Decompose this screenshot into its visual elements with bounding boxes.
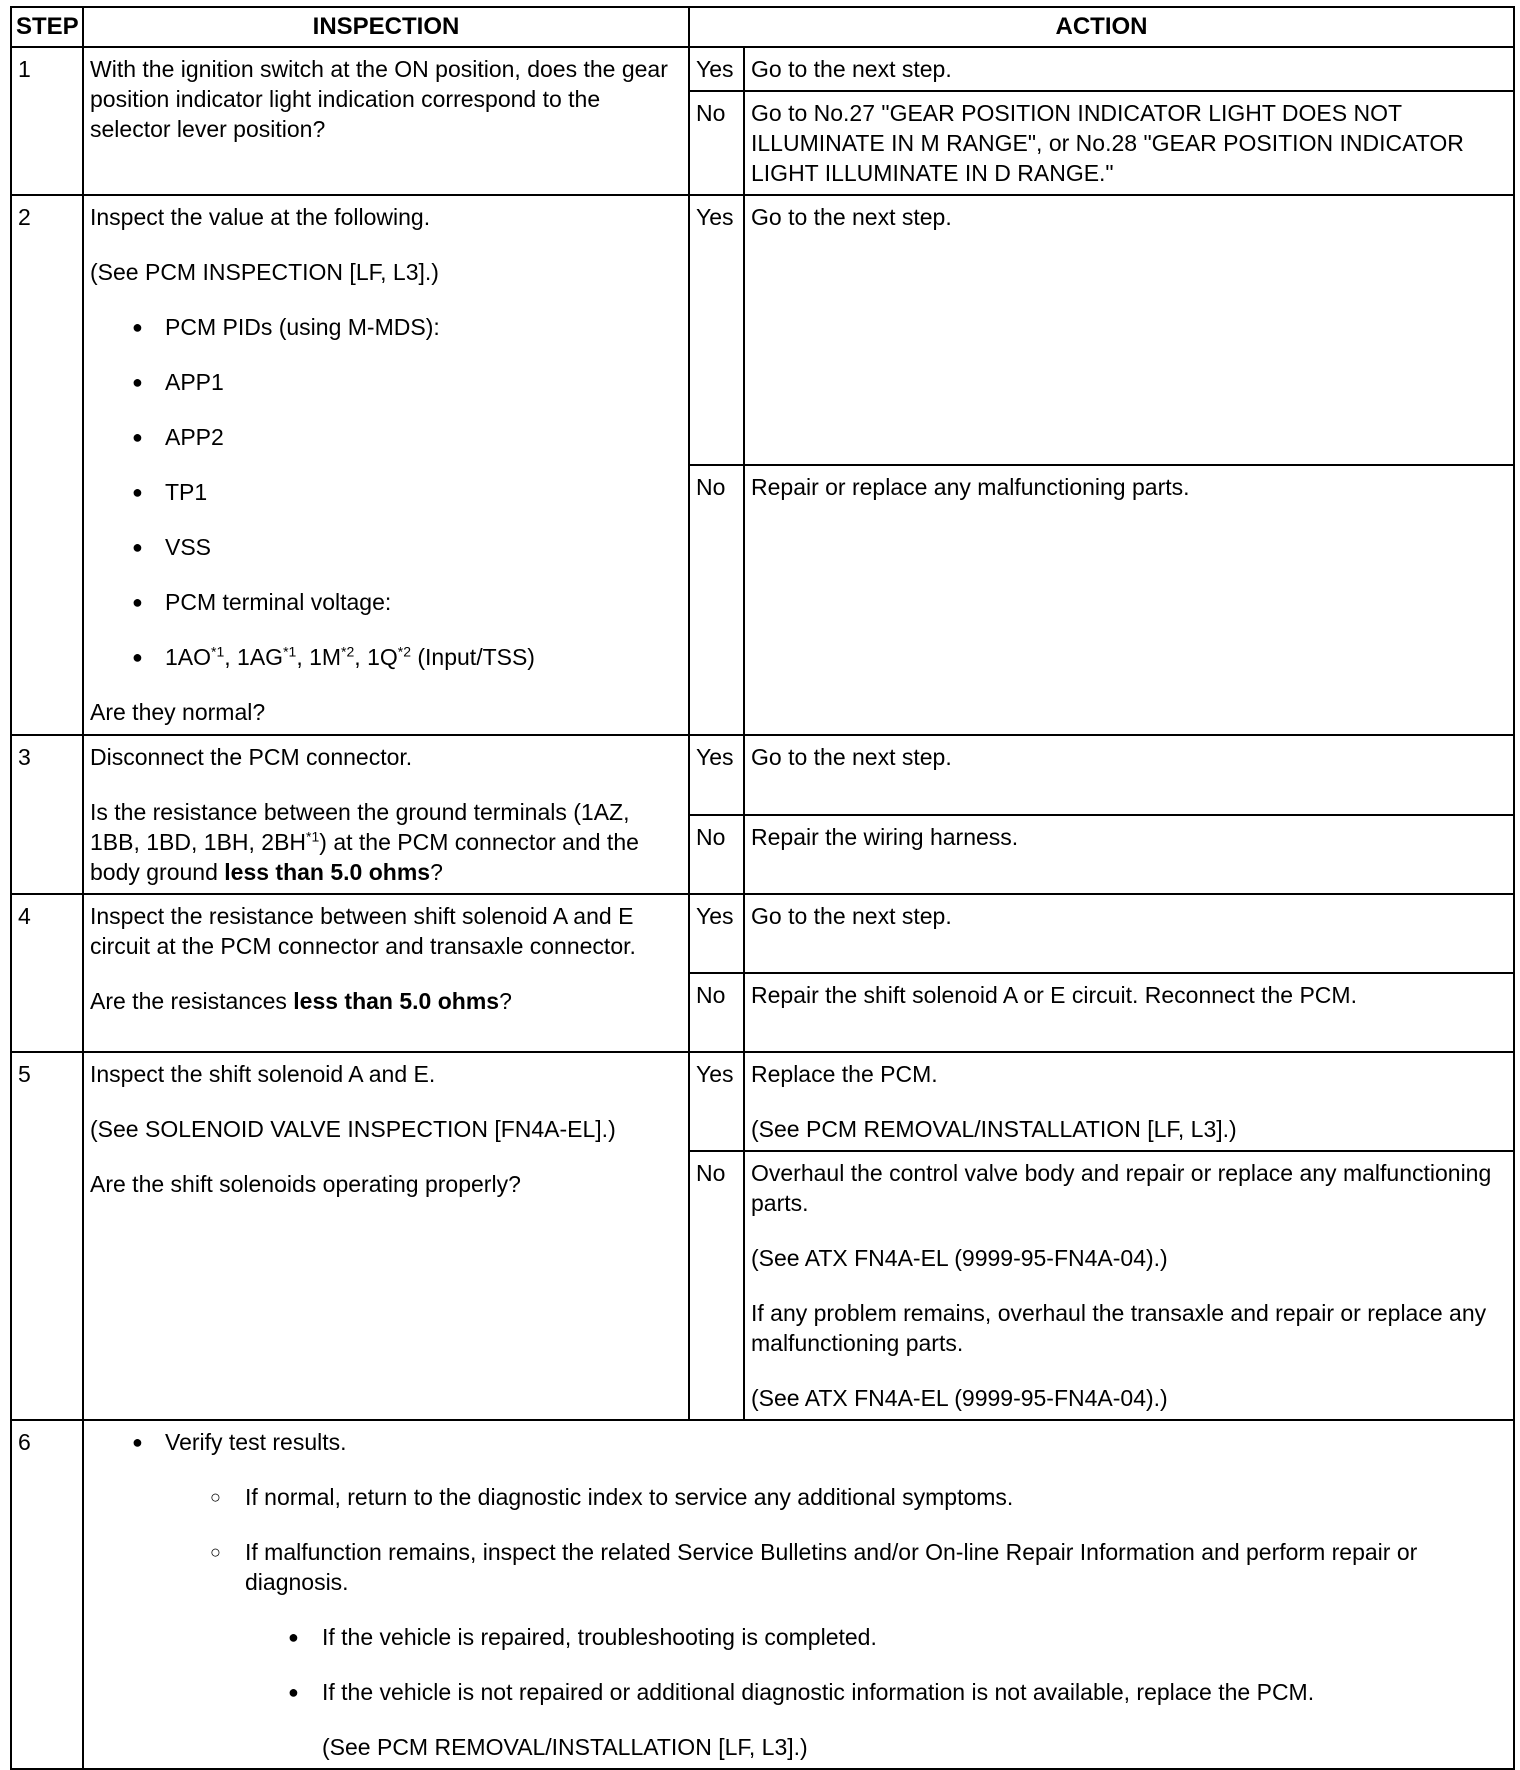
step-3-no-action: Repair the wiring harness. — [744, 815, 1514, 895]
step-2-bullet-app2: ● APP2 — [90, 422, 682, 452]
step-6-content — [83, 1420, 1514, 1769]
step-2-yes-action: Go to the next step. — [744, 195, 1514, 465]
step-6-sub2-not-repaired: ● If the vehicle is not repaired or additional diagnostic information is not available, replace the PCM. — [90, 1677, 1507, 1707]
step-3-instruction: Disconnect the PCM connector. — [90, 744, 413, 770]
step-6-number: 6 — [11, 1420, 83, 1769]
step-2-number: 2 — [11, 195, 83, 735]
step-2-no-action: Repair or replace any malfunctioning parts. — [744, 465, 1514, 735]
step-5-number: 5 — [11, 1052, 83, 1420]
step-4-no-action: Repair the shift solenoid A or E circuit. Reconnect the PCM. — [744, 973, 1514, 1052]
step-3-no-label: No — [689, 815, 744, 895]
step-2-intro: Inspect the value at the following. — [90, 204, 431, 230]
step-5-no-action-4: (See ATX FN4A-EL (9999-95-FN4A-04).) — [751, 1385, 1168, 1411]
step-3-yes-action: Go to the next step. — [744, 735, 1514, 815]
step-6-reference: (See PCM REMOVAL/INSTALLATION [LF, L3].) — [322, 1734, 808, 1760]
step-5-instruction: Inspect the shift solenoid A and E. — [90, 1061, 436, 1087]
step-3-question: Is the resistance between the ground terminals (1AZ, 1BB, 1BD, 1BH, 2BH$^{*1}$) at the PCM connector and the body ground less than 5.0 ohms? — [90, 799, 639, 885]
step-4-question: Are the resistances less than 5.0 ohms? — [90, 988, 512, 1014]
step-5-yes-action-text: Replace the PCM. — [751, 1061, 938, 1087]
step-3-number: 3 — [11, 735, 83, 894]
step-3-inspection — [83, 735, 689, 894]
step-5-no-action-3: If any problem remains, overhaul the transaxle and repair or replace any malfunctioning parts. — [751, 1300, 1487, 1356]
step-5-no-action-1: Overhaul the control valve body and repair or replace any malfunctioning parts. — [751, 1160, 1492, 1216]
step-2-no-label: No — [689, 465, 744, 735]
step-5-no-label: No — [689, 1151, 744, 1420]
step-1-question: With the ignition switch at the ON position, does the gear position indicator light indication correspond to the selector lever position? — [90, 56, 668, 142]
step-4-no-label: No — [689, 973, 744, 1052]
step-5-question: Are the shift solenoids operating properly? — [90, 1171, 521, 1197]
step-5-reference: (See SOLENOID VALVE INSPECTION [FN4A-EL].) — [90, 1116, 616, 1142]
step-5-yes-label: Yes — [689, 1052, 744, 1151]
step-6-bullet-verify: ● Verify test results. — [90, 1427, 1507, 1457]
step-5-no-action-2: (See ATX FN4A-EL (9999-95-FN4A-04).) — [751, 1245, 1168, 1271]
step-5-yes-action-ref: (See PCM REMOVAL/INSTALLATION [LF, L3].) — [751, 1116, 1237, 1142]
step-1-yes-row — [11, 47, 1514, 91]
step-3-yes-label: Yes — [689, 735, 744, 815]
step-2-inspection — [83, 195, 689, 735]
step-2-bullet-voltage: ● PCM terminal voltage: — [90, 587, 682, 617]
step-5-no-action — [744, 1151, 1514, 1420]
step-6-sub-normal: ○ If normal, return to the diagnostic index to service any additional symptoms. — [90, 1482, 1507, 1512]
step-2-bullet-terminals: ● 1AO$^{*1}$, 1AG$^{*1}$, $1M^{*2}$, $1Q^{*2}$ (Input/TSS) — [90, 642, 682, 672]
header-step: STEP — [11, 7, 83, 47]
step-1-inspection — [83, 47, 689, 195]
step-6-sub2-repaired: ● If the vehicle is repaired, troubleshooting is completed. — [90, 1622, 1507, 1652]
step-2-question: Are they normal? — [90, 699, 266, 725]
step-2-bullet-tp1: ● TP1 — [90, 477, 682, 507]
step-2-bullet-list — [90, 312, 682, 672]
step-2-bullet-vss: ● VSS — [90, 532, 682, 562]
step-5-yes-action — [744, 1052, 1514, 1151]
step-5-yes-row — [11, 1052, 1514, 1151]
step-1-yes-label: Yes — [689, 47, 744, 91]
header-action: ACTION — [689, 7, 1514, 47]
step-4-yes-label: Yes — [689, 894, 744, 973]
step-3-yes-row — [11, 735, 1514, 815]
step-1-number: 1 — [11, 47, 83, 195]
step-2-bullet-pids: ● PCM PIDs (using M-MDS): — [90, 312, 682, 342]
step-2-bullet-app1: ● APP1 — [90, 367, 682, 397]
step-1-no-action: Go to No.27 "GEAR POSITION INDICATOR LIGHT DOES NOT ILLUMINATE IN M RANGE", or No.28 "GEAR POSITION INDICATOR LIGHT ILLUMINATE IN D RANGE." — [744, 91, 1514, 195]
step-1-yes-action: Go to the next step. — [744, 47, 1514, 91]
step-1-no-label: No — [689, 91, 744, 195]
step-2-yes-row — [11, 195, 1514, 465]
step-2-reference: (See PCM INSPECTION [LF, L3].) — [90, 259, 439, 285]
diagnostic-table — [10, 6, 1515, 1770]
step-6-list — [90, 1427, 1507, 1762]
step-4-inspection — [83, 894, 689, 1052]
step-4-number: 4 — [11, 894, 83, 1052]
step-5-inspection — [83, 1052, 689, 1420]
step-2-yes-label: Yes — [689, 195, 744, 465]
step-6-sub-malfunction: ○ If malfunction remains, inspect the related Service Bulletins and/or On-line Repair Information and perform repair or diagnosis. — [90, 1537, 1507, 1597]
step-4-yes-row — [11, 894, 1514, 973]
header-inspection: INSPECTION — [83, 7, 689, 47]
step-6-row — [11, 1420, 1514, 1769]
step-4-yes-action: Go to the next step. — [744, 894, 1514, 973]
header-row — [11, 7, 1514, 47]
step-4-instruction: Inspect the resistance between shift solenoid A and E circuit at the PCM connector and transaxle connector. — [90, 903, 636, 959]
